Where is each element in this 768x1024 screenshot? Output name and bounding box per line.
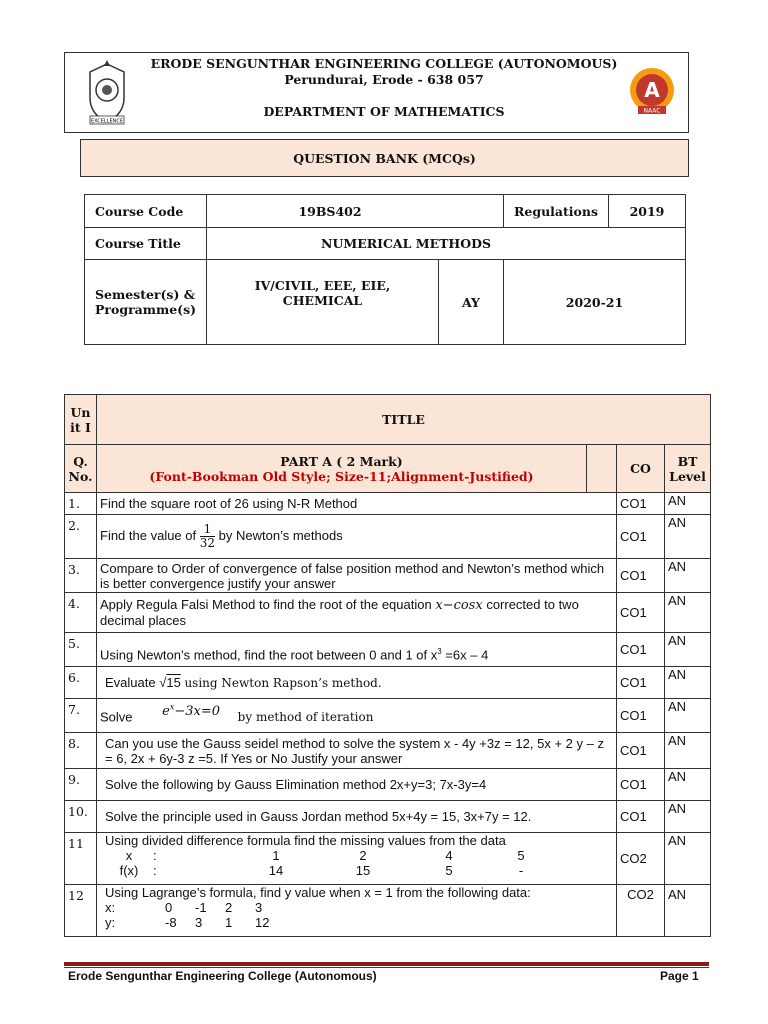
bt-value: AN (665, 515, 711, 559)
fraction: $\frac{1}{32}$ (199, 522, 216, 550)
question-bank-banner: QUESTION BANK (MCQs) (80, 139, 689, 177)
question-number: 7. (65, 699, 97, 733)
question-text: Apply Regula Falsi Method to find the root of the equation x−cosx corrected to two decimal places (97, 593, 617, 633)
question-number: 5. (65, 633, 97, 667)
course-code: 19BS402 (207, 195, 504, 228)
table-row (65, 559, 711, 593)
emblem-caption: EXCELLENCE (91, 118, 123, 125)
question-text: Compare to Order of convergence of false position method and Newton’s method which is better convergence justify your answer (97, 559, 617, 593)
co-value: CO1 (617, 699, 665, 733)
bt-value: AN (665, 769, 711, 801)
question-text: Using divided difference formula find the missing values from the data x : 1 2 4 5 f(x) : 14 15 5 - (97, 833, 617, 885)
bt-value: AN (665, 699, 711, 733)
table-row (65, 593, 711, 633)
table-row (65, 633, 711, 667)
sqrt-symbol: √15 (159, 674, 181, 690)
regulations-label: Regulations (503, 195, 608, 228)
table-row (65, 667, 711, 699)
course-title: NUMERICAL METHODS (207, 228, 686, 260)
bt-value: AN (665, 885, 711, 937)
question-text: Solve the principle used in Gauss Jordan method 5x+4y = 15, 3x+7y = 12. (97, 801, 617, 833)
course-code-label: Course Code (85, 195, 207, 228)
bt-value: AN (665, 667, 711, 699)
bt-value: AN (665, 633, 711, 667)
table-row (65, 801, 711, 833)
blank-header-cell (587, 445, 617, 493)
bt-value: AN (665, 593, 711, 633)
bt-value: AN (665, 493, 711, 515)
college-name: ERODE SENGUNTHAR ENGINEERING COLLEGE (AUTONOMOUS) (150, 56, 618, 71)
footer-rule-thin (64, 967, 709, 968)
question-text: Evaluate √15 using Newton Rapson’s method. (97, 667, 617, 699)
data-row-x: x: 0 -1 2 3 (105, 900, 263, 915)
table-row (65, 493, 711, 515)
course-title-label: Course Title (85, 228, 207, 260)
question-table (64, 394, 711, 937)
unit-label: Un it I (65, 395, 97, 445)
question-number: 2. (65, 515, 97, 559)
table-row (65, 733, 711, 769)
department-name: DEPARTMENT OF MATHEMATICS (263, 104, 505, 119)
co-value: CO2 (617, 885, 665, 937)
semester-label: Semester(s) & Programme(s) (85, 260, 207, 345)
question-number: 6. (65, 667, 97, 699)
qno-label: Q. No. (65, 445, 97, 493)
naac-letter: A (644, 78, 660, 102)
college-address: Perundurai, Erode - 638 057 (284, 72, 484, 87)
question-text: Solve the following by Gauss Elimination method 2x+y=3; 7x-3y=4 (97, 769, 617, 801)
ay-value: 2020-21 (503, 260, 685, 345)
data-row-x: x : 1 2 4 5 (125, 848, 525, 863)
table-row (65, 515, 711, 559)
co-value: CO1 (617, 559, 665, 593)
question-number: 11 (65, 833, 97, 885)
data-row-fx: f(x) : 14 15 5 - (119, 863, 524, 878)
page-number: Page 1 (660, 969, 699, 983)
question-number: 10. (65, 801, 97, 833)
question-number: 8. (65, 733, 97, 769)
question-number: 9. (65, 769, 97, 801)
bt-value: AN (665, 559, 711, 593)
question-text: Can you use the Gauss seidel method to solve the system x - 4y +3z = 12, 5x + 2 y – z = 6, 2x + 6y-3 z =5. If Yes or No Justify your answer (97, 733, 617, 769)
co-value: CO2 (617, 833, 665, 885)
bt-value: AN (665, 833, 711, 885)
question-number: 12 (65, 885, 97, 937)
part-header: PART A ( 2 Mark) (Font-Bookman Old Style; Size-11;Alignment-Justified) (97, 445, 587, 493)
co-value: CO1 (617, 493, 665, 515)
co-value: CO1 (617, 801, 665, 833)
regulations-value: 2019 (609, 195, 686, 228)
data-row-y: y: -8 3 1 12 (105, 915, 270, 930)
question-number: 4. (65, 593, 97, 633)
course-info-table (84, 194, 686, 345)
question-number: 3. (65, 559, 97, 593)
bt-header: BT Level (665, 445, 711, 493)
bt-value: AN (665, 801, 711, 833)
footer-rule (64, 962, 709, 966)
question-text: Find the value of $\frac{1}{32}$ by Newton’s methods (97, 515, 617, 559)
table-row (65, 699, 711, 733)
co-value: CO1 (617, 515, 665, 559)
question-text: Solve $e^x-3x=0$ by method of iteration (97, 699, 617, 733)
ay-label: AY (438, 260, 503, 345)
co-value: CO1 (617, 733, 665, 769)
table-row (65, 769, 711, 801)
table-row (65, 885, 711, 937)
semester-value: IV/CIVIL, EEE, EIE, CHEMICAL (207, 260, 439, 345)
co-value: CO1 (617, 667, 665, 699)
title-header: TITLE (97, 395, 711, 445)
co-header: CO (617, 445, 665, 493)
bt-value: AN (665, 733, 711, 769)
font-note: (Font-Bookman Old Style; Size-11;Alignment-Justified) (149, 468, 534, 484)
footer-college: Erode Sengunthar Engineering College (Autonomous) (68, 969, 377, 983)
question-text: Find the square root of 26 using N-R Method (97, 493, 617, 515)
co-value: CO1 (617, 593, 665, 633)
co-value: CO1 (617, 633, 665, 667)
table-row (65, 833, 711, 885)
co-value: CO1 (617, 769, 665, 801)
question-number: 1. (65, 493, 97, 515)
naac-label: NAAC (643, 107, 661, 115)
question-text: Using Lagrange’s formula, find y value when x = 1 from the following data: x: 0 -1 2 3 y: -8 3 1 12 (97, 885, 617, 937)
question-text: Using Newton’s method, find the root between 0 and 1 of $x^3 =6x - 4$ (97, 633, 617, 667)
